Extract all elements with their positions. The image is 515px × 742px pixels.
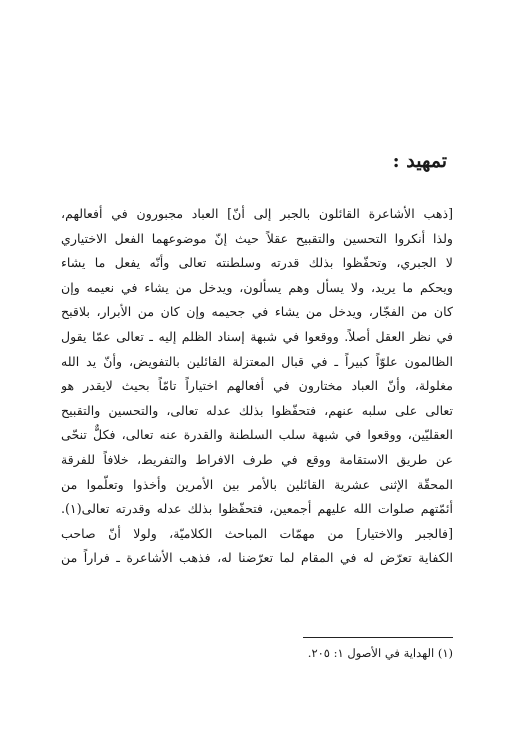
text-line: كان من الفجّار، ويدخل من يشاء في جحيمه وإن كان من الأبرار، بلاقبح [61,304,453,320]
section-heading: تمهيد : [392,150,447,172]
text-line: [فالجبر والاختيار] من مهمّات المباحث الكلاميّة، ولولا أنّ صاحب [61,525,453,541]
text-line: الظالمون علوّاً كبيراً ـ في قبال المعتزلة القائلين بالتفويض، وأنّ يد الله [61,353,453,369]
text-line: لا الجبري، وتحفّظوا بذلك قدرته وسلطنته تعالى وأنّه يفعل ما يشاء [61,255,453,271]
text-line: ولذا أنكروا التحسين والتقبيح عقلاً حيث إنّ موضوعهما الفعل الاختياري [61,230,453,246]
text-line: تعالى على سلبه عنهم، فتحفّظوا بذلك عدله تعالى، والتحسين والتقبيح [61,402,453,418]
text-line: ويحكم ما يريد، ولا يسأل وهم يسألون، ويدخل من يشاء في نعيمه وإن [61,279,453,295]
text-line: في نظر العقل أصلاً. ووقعوا في شبهة إسناد الظلم إليه ـ تعالى عمّا يقول [61,328,453,344]
text-line: الكفاية تعرّض له في المقام لما تعرّضنا له، فذهب الأشاعرة ـ فراراً من [61,550,453,566]
text-line: العقليّين، ووقعوا في شبهة سلب السلطنة والقدرة عنه تعالى، فكلٌّ تنحّى [61,427,453,443]
text-line: مغلولة، وأنّ العباد مختارون في أفعالهم اختياراً تامّاً بحيث لايقدر هو [61,378,453,394]
footnote: (١) الهداية في الأصول ١: ٢٠٥. [307,646,453,660]
footnote-divider [303,637,453,638]
text-line: المحقّة الإثنى عشرية القائلين بالأمر بين الأمرين وأخذوا وتعلّموا من [61,476,453,492]
text-line: عن طريق الاستقامة ووقع في طرف الافراط والتفريط، خلافاً للفرقة [61,451,453,467]
text-line: [ذهب الأشاعرة القائلون بالجبر إلى أنّ] العباد مجبورون في أفعالهم، [61,206,453,221]
text-line: أئمّتهم صلوات الله عليهم أجمعين، فتحفّظوا بذلك عدله وقدرته تعالى(١). [61,501,453,517]
body-paragraph [61,202,453,571]
